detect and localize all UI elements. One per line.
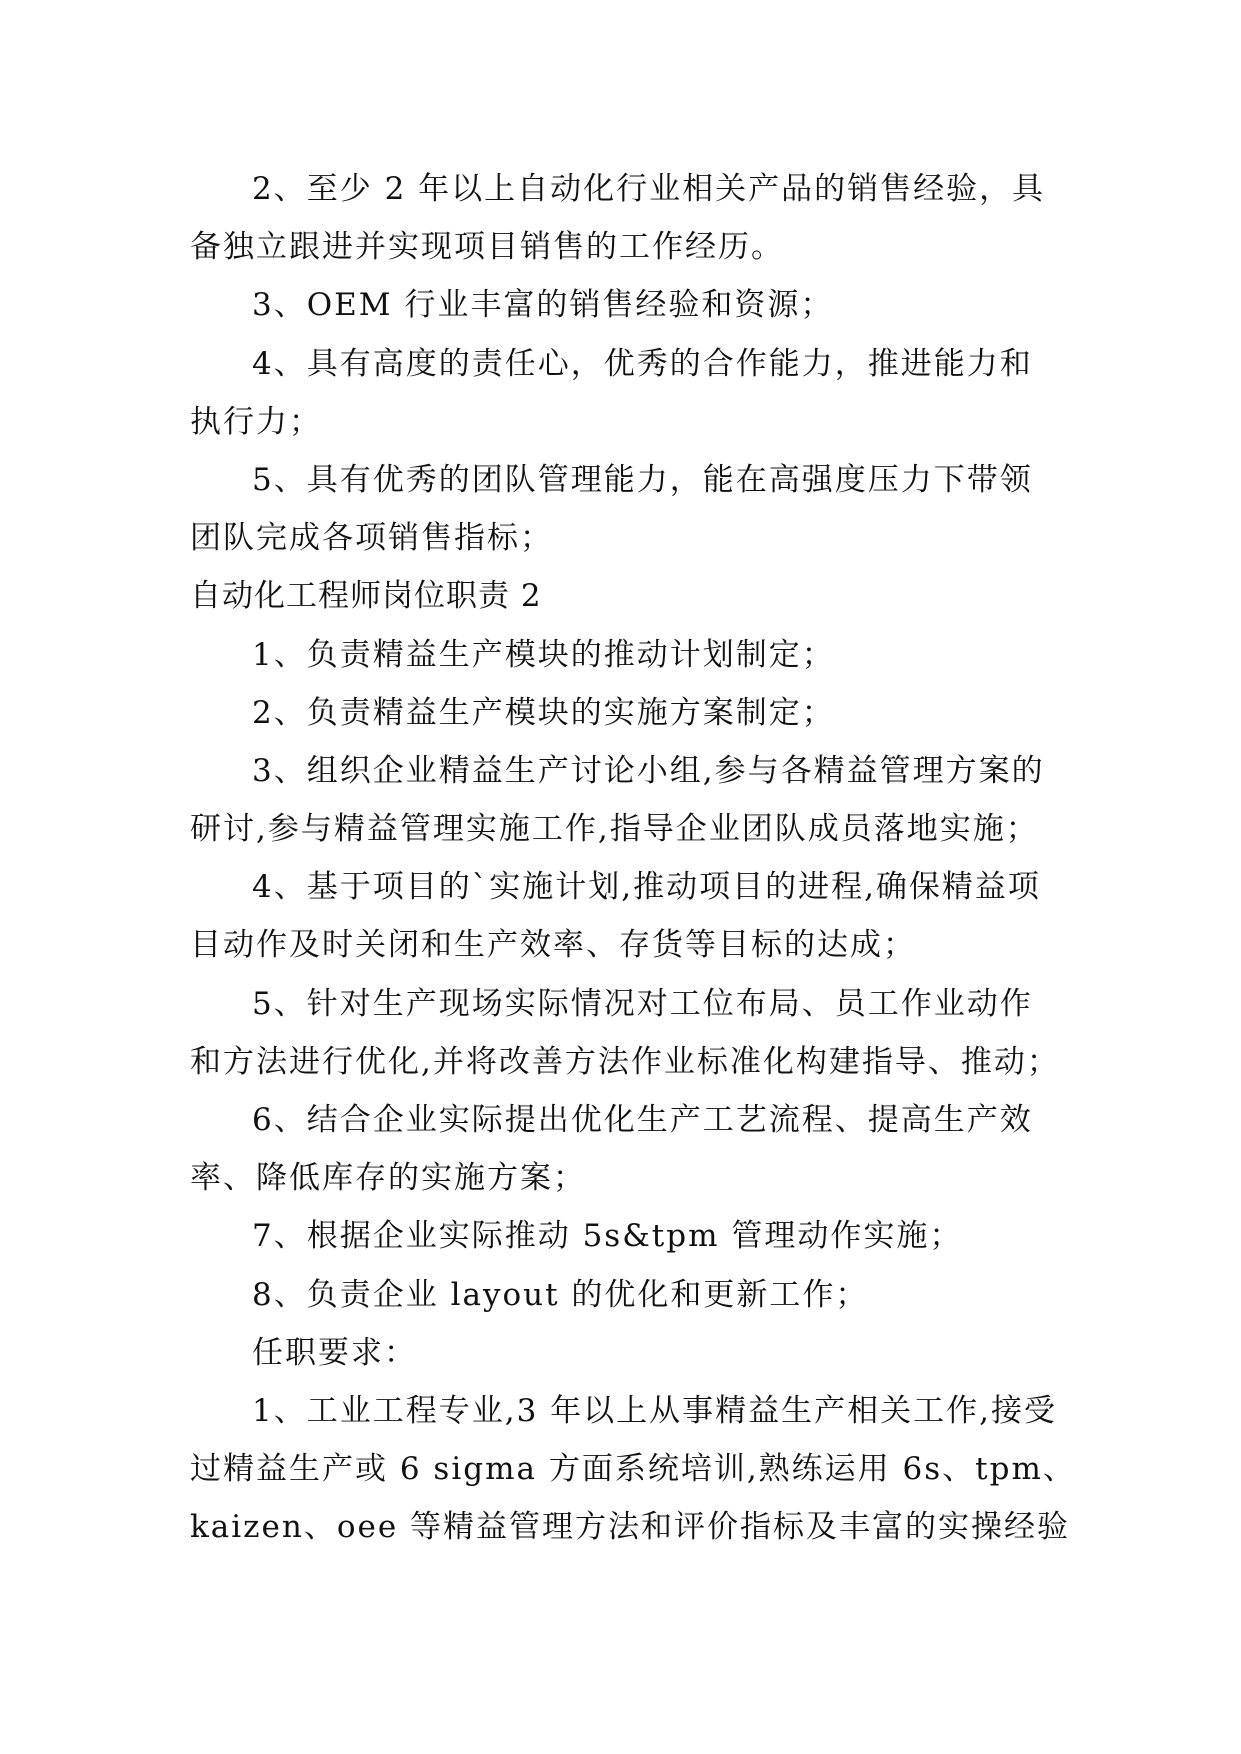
paragraph-line: 过精益生产或 6 sigma 方面系统培训,熟练运用 6s、tpm、: [190, 1451, 1076, 1488]
paragraph-line: 率、降低库存的实施方案；: [190, 1160, 586, 1197]
paragraph-line: 7、根据企业实际推动 5s&tpm 管理动作实施；: [252, 1218, 963, 1255]
paragraph-line: 团队完成各项销售指标；: [190, 520, 553, 557]
paragraph-line: 执行力；: [190, 403, 322, 440]
section-heading: 自动化工程师岗位职责 2: [190, 578, 542, 615]
paragraph-line: 2、至少 2 年以上自动化行业相关产品的销售经验，具: [252, 171, 1046, 207]
paragraph-line: 3、OEM 行业丰富的销售经验和资源；: [252, 287, 834, 324]
paragraph-line: 研讨,参与精益管理实施工作,指导企业团队成员落地实施；: [190, 811, 1039, 848]
paragraph-line: 备独立跟进并实现项目销售的工作经历。: [190, 229, 784, 266]
requirements-heading: 任职要求：: [252, 1334, 417, 1371]
paragraph-line: 和方法进行优化,并将改善方法作业标准化构建指导、推动；: [190, 1043, 1060, 1080]
paragraph-line: 1、负责精益生产模块的推动计划制定；: [252, 636, 835, 673]
paragraph-line: 4、基于项目的`实施计划,推动项目的进程,确保精益项: [252, 869, 1041, 906]
paragraph-line: 5、具有优秀的团队管理能力，能在高强度压力下带领: [252, 461, 1033, 498]
paragraph-line: 1、工业工程专业,3 年以上从事精益生产相关工作,接受: [252, 1392, 1058, 1429]
paragraph-line: 目动作及时关闭和生产效率、存货等目标的达成；: [190, 927, 916, 964]
paragraph-line: kaizen、oee 等精益管理方法和评价指标及丰富的实操经验: [190, 1509, 1071, 1546]
paragraph-line: 6、结合企业实际提出优化生产工艺流程、提高生产效: [252, 1102, 1033, 1138]
paragraph-line: 8、负责企业 layout 的优化和更新工作；: [252, 1276, 869, 1313]
paragraph-line: 5、针对生产现场实际情况对工位布局、员工作业动作: [252, 985, 1033, 1022]
document-body: [190, 160, 1076, 1557]
paragraph-line: 3、组织企业精益生产讨论小组,参与各精益管理方案的: [252, 752, 1045, 789]
paragraph-line: 2、负责精益生产模块的实施方案制定；: [252, 694, 835, 731]
paragraph-line: 4、具有高度的责任心，优秀的合作能力，推进能力和: [252, 345, 1033, 382]
